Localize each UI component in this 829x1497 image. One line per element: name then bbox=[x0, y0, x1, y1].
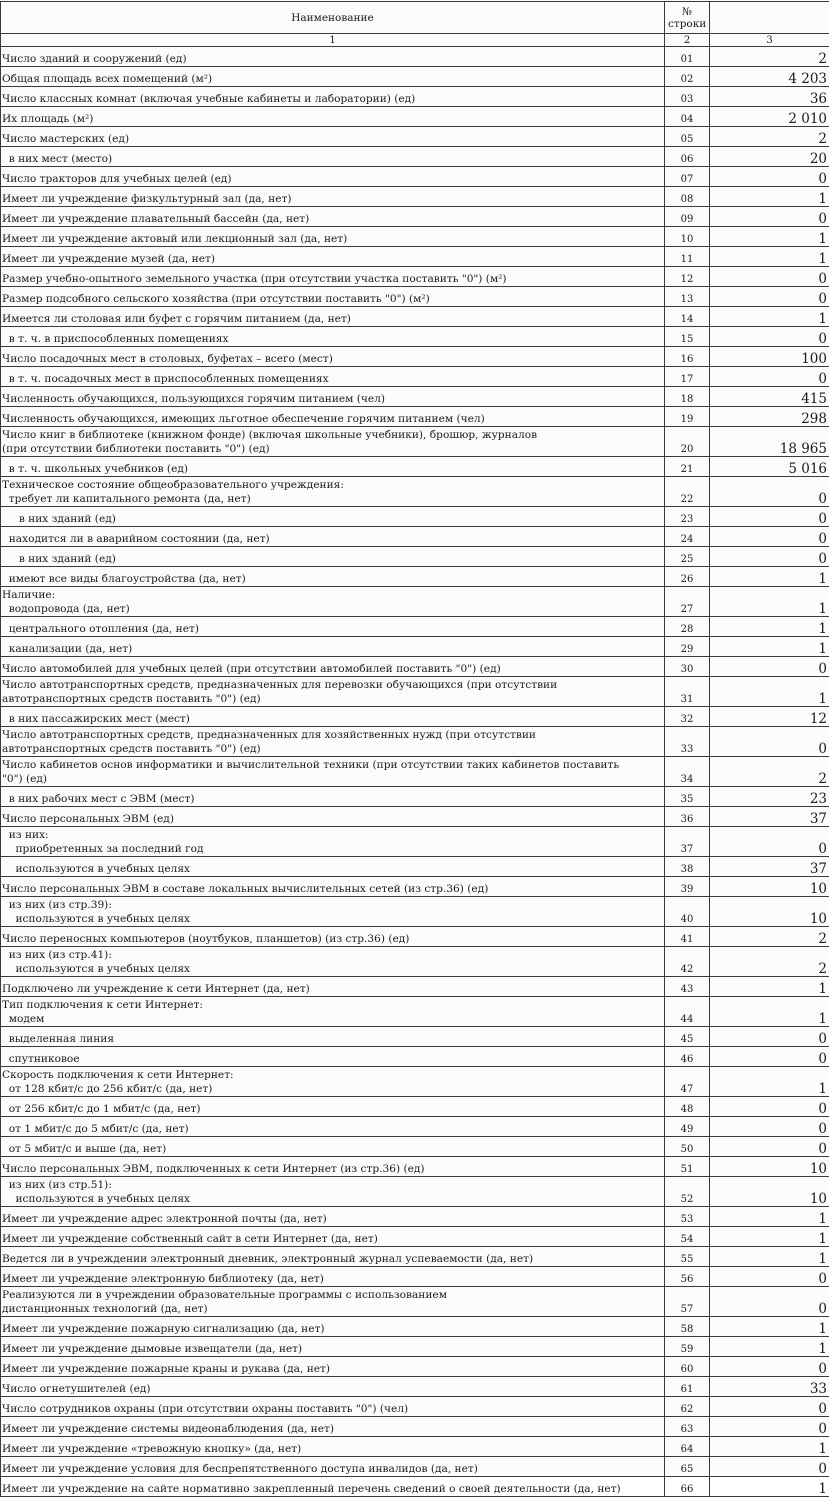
table-row bbox=[1, 857, 829, 877]
table-row bbox=[1, 457, 829, 477]
row-number: 30 bbox=[665, 657, 710, 677]
table-row bbox=[1, 1117, 829, 1137]
row-number: 22 bbox=[665, 477, 710, 507]
table-row bbox=[1, 807, 829, 827]
row-value: 0 bbox=[710, 547, 829, 567]
row-name: Число автотранспортных средств, предназначенных для перевозки обучающихся (при отсутствии автотранспортных средств поставить "0") (ед) bbox=[1, 677, 665, 707]
table-row bbox=[1, 67, 829, 87]
row-value: 10 bbox=[710, 897, 829, 927]
row-name: Общая площадь всех помещений (м²) bbox=[1, 67, 665, 87]
table-row bbox=[1, 387, 829, 407]
table-row bbox=[1, 1247, 829, 1267]
row-number: 25 bbox=[665, 547, 710, 567]
row-number: 54 bbox=[665, 1227, 710, 1247]
row-number: 47 bbox=[665, 1067, 710, 1097]
row-number: 05 bbox=[665, 127, 710, 147]
row-number: 12 bbox=[665, 267, 710, 287]
row-value: 20 bbox=[710, 147, 829, 167]
row-name: Имеет ли учреждение физкультурный зал (да, нет) bbox=[1, 187, 665, 207]
row-value: 36 bbox=[710, 87, 829, 107]
row-value: 0 bbox=[710, 827, 829, 857]
row-value: 0 bbox=[710, 1137, 829, 1157]
row-name: от 5 мбит/с и выше (да, нет) bbox=[1, 1137, 665, 1157]
table-row bbox=[1, 707, 829, 727]
table-row bbox=[1, 1437, 829, 1457]
row-number: 26 bbox=[665, 567, 710, 587]
row-value: 1 bbox=[710, 1227, 829, 1247]
row-value: 2 010 bbox=[710, 107, 829, 127]
row-value: 0 bbox=[710, 727, 829, 757]
row-name: Имеет ли учреждение музей (да, нет) bbox=[1, 247, 665, 267]
table-row bbox=[1, 1157, 829, 1177]
row-number: 59 bbox=[665, 1337, 710, 1357]
row-number: 52 bbox=[665, 1177, 710, 1207]
row-value: 100 bbox=[710, 347, 829, 367]
row-name: Имеет ли учреждение адрес электронной почты (да, нет) bbox=[1, 1207, 665, 1227]
row-value: 1 bbox=[710, 1437, 829, 1457]
row-value: 1 bbox=[710, 677, 829, 707]
row-number: 51 bbox=[665, 1157, 710, 1177]
row-name: Имеет ли учреждение актовый или лекционный зал (да, нет) bbox=[1, 227, 665, 247]
row-value: 0 bbox=[710, 527, 829, 547]
row-value: 415 bbox=[710, 387, 829, 407]
row-value: 1 bbox=[710, 187, 829, 207]
table-row bbox=[1, 347, 829, 367]
row-name: Скорость подключения к сети Интернет: от 128 кбит/с до 256 кбит/с (да, нет) bbox=[1, 1067, 665, 1097]
row-value: 2 bbox=[710, 947, 829, 977]
row-number: 36 bbox=[665, 807, 710, 827]
row-number: 38 bbox=[665, 857, 710, 877]
row-name: Имеет ли учреждение пожарные краны и рукава (да, нет) bbox=[1, 1357, 665, 1377]
row-number: 37 bbox=[665, 827, 710, 857]
table-row bbox=[1, 527, 829, 547]
table-row bbox=[1, 507, 829, 527]
table-row bbox=[1, 567, 829, 587]
row-number: 13 bbox=[665, 287, 710, 307]
row-number: 66 bbox=[665, 1477, 710, 1497]
row-name: Число огнетушителей (ед) bbox=[1, 1377, 665, 1397]
row-value: 10 bbox=[710, 877, 829, 897]
row-name: в них пассажирских мест (мест) bbox=[1, 707, 665, 727]
header-name: Наименование bbox=[1, 2, 665, 34]
row-value: 0 bbox=[710, 267, 829, 287]
row-number: 10 bbox=[665, 227, 710, 247]
row-number: 53 bbox=[665, 1207, 710, 1227]
row-number: 18 bbox=[665, 387, 710, 407]
table-row bbox=[1, 1477, 829, 1497]
table-row bbox=[1, 1417, 829, 1437]
row-name: Число автомобилей для учебных целей (при отсутствии автомобилей поставить "0") (ед) bbox=[1, 657, 665, 677]
row-value: 0 bbox=[710, 507, 829, 527]
row-name: выделенная линия bbox=[1, 1027, 665, 1047]
row-number: 28 bbox=[665, 617, 710, 637]
table-row bbox=[1, 1357, 829, 1377]
table-row bbox=[1, 657, 829, 677]
row-name: Ведется ли в учреждении электронный дневник, электронный журнал успеваемости (да, нет) bbox=[1, 1247, 665, 1267]
row-value: 5 016 bbox=[710, 457, 829, 477]
row-name: Имеет ли учреждение пожарную сигнализацию (да, нет) bbox=[1, 1317, 665, 1337]
table-row bbox=[1, 1377, 829, 1397]
table-row bbox=[1, 947, 829, 977]
table-row bbox=[1, 327, 829, 347]
row-value: 33 bbox=[710, 1377, 829, 1397]
table-row bbox=[1, 787, 829, 807]
row-value: 0 bbox=[710, 1357, 829, 1377]
row-number: 03 bbox=[665, 87, 710, 107]
row-number: 63 bbox=[665, 1417, 710, 1437]
row-name: Число кабинетов основ информатики и вычислительной техники (при отсутствии таких кабинетов поставить "0") (ед) bbox=[1, 757, 665, 787]
row-number: 20 bbox=[665, 427, 710, 457]
row-value: 4 203 bbox=[710, 67, 829, 87]
table-row bbox=[1, 1227, 829, 1247]
row-value: 0 bbox=[710, 1397, 829, 1417]
row-name: Число книг в библиотеке (книжном фонде) (включая школьные учебники), брошюр, журналов (при отсутствии библиотеки поставить "0") (ед) bbox=[1, 427, 665, 457]
table-row bbox=[1, 167, 829, 187]
row-value: 0 bbox=[710, 327, 829, 347]
row-number: 62 bbox=[665, 1397, 710, 1417]
table-row bbox=[1, 127, 829, 147]
table-row bbox=[1, 267, 829, 287]
row-number: 61 bbox=[665, 1377, 710, 1397]
table-row bbox=[1, 227, 829, 247]
row-value: 1 bbox=[710, 1247, 829, 1267]
table-row bbox=[1, 427, 829, 457]
table-row bbox=[1, 47, 829, 67]
row-number: 09 bbox=[665, 207, 710, 227]
row-value: 2 bbox=[710, 47, 829, 67]
row-number: 27 bbox=[665, 587, 710, 617]
row-number: 23 bbox=[665, 507, 710, 527]
row-value: 0 bbox=[710, 1117, 829, 1137]
table-row bbox=[1, 977, 829, 997]
row-number: 40 bbox=[665, 897, 710, 927]
row-name: Реализуются ли в учреждении образовательные программы с использованием дистанционных технологий (да, нет) bbox=[1, 1287, 665, 1317]
row-name: от 1 мбит/с до 5 мбит/с (да, нет) bbox=[1, 1117, 665, 1137]
row-value: 0 bbox=[710, 367, 829, 387]
table-row bbox=[1, 927, 829, 947]
row-number: 17 bbox=[665, 367, 710, 387]
row-number: 34 bbox=[665, 757, 710, 787]
row-name: Имеется ли столовая или буфет с горячим питанием (да, нет) bbox=[1, 307, 665, 327]
row-name: Имеет ли учреждение плавательный бассейн (да, нет) bbox=[1, 207, 665, 227]
row-value: 2 bbox=[710, 127, 829, 147]
table-row bbox=[1, 1287, 829, 1317]
table-row bbox=[1, 1177, 829, 1207]
row-number: 41 bbox=[665, 927, 710, 947]
row-name: Численность обучающихся, имеющих льготное обеспечение горячим питанием (чел) bbox=[1, 407, 665, 427]
row-value: 0 bbox=[710, 1457, 829, 1477]
row-value: 0 bbox=[710, 1097, 829, 1117]
row-value: 2 bbox=[710, 927, 829, 947]
row-value: 1 bbox=[710, 1067, 829, 1097]
row-name: Число персональных ЭВМ (ед) bbox=[1, 807, 665, 827]
table-row bbox=[1, 147, 829, 167]
table-row bbox=[1, 247, 829, 267]
row-name: Число автотранспортных средств, предназначенных для хозяйственных нужд (при отсутствии автотранспортных средств поставить "0") (ед) bbox=[1, 727, 665, 757]
row-number: 43 bbox=[665, 977, 710, 997]
row-value: 1 bbox=[710, 587, 829, 617]
row-number: 14 bbox=[665, 307, 710, 327]
row-number: 01 bbox=[665, 47, 710, 67]
table-row bbox=[1, 107, 829, 127]
row-name: имеют все виды благоустройства (да, нет) bbox=[1, 567, 665, 587]
table-row bbox=[1, 587, 829, 617]
row-value: 12 bbox=[710, 707, 829, 727]
row-value: 0 bbox=[710, 207, 829, 227]
table-row bbox=[1, 1067, 829, 1097]
row-value: 1 bbox=[710, 307, 829, 327]
row-name: Имеет ли учреждение «тревожную кнопку» (да, нет) bbox=[1, 1437, 665, 1457]
row-number: 56 bbox=[665, 1267, 710, 1287]
row-number: 44 bbox=[665, 997, 710, 1027]
row-value: 1 bbox=[710, 977, 829, 997]
column-index-1: 1 bbox=[1, 34, 665, 47]
row-name: Численность обучающихся, пользующихся горячим питанием (чел) bbox=[1, 387, 665, 407]
column-index-row bbox=[1, 34, 829, 47]
row-name: Подключено ли учреждение к сети Интернет (да, нет) bbox=[1, 977, 665, 997]
row-name: Размер подсобного сельского хозяйства (при отсутствии поставить "0") (м²) bbox=[1, 287, 665, 307]
row-name: в т. ч. посадочных мест в приспособленных помещениях bbox=[1, 367, 665, 387]
row-value: 37 bbox=[710, 807, 829, 827]
row-name: Имеет ли учреждение условия для беспрепятственного доступа инвалидов (да, нет) bbox=[1, 1457, 665, 1477]
row-name: Число сотрудников охраны (при отсутствии охраны поставить "0") (чел) bbox=[1, 1397, 665, 1417]
row-value: 0 bbox=[710, 1267, 829, 1287]
table-row bbox=[1, 87, 829, 107]
row-number: 58 bbox=[665, 1317, 710, 1337]
row-number: 45 bbox=[665, 1027, 710, 1047]
row-name: в т. ч. школьных учебников (ед) bbox=[1, 457, 665, 477]
table-row bbox=[1, 637, 829, 657]
row-number: 07 bbox=[665, 167, 710, 187]
row-name: Техническое состояние общеобразовательного учреждения: требует ли капитального ремонта (да, нет) bbox=[1, 477, 665, 507]
row-number: 64 bbox=[665, 1437, 710, 1457]
row-number: 55 bbox=[665, 1247, 710, 1267]
row-value: 0 bbox=[710, 287, 829, 307]
row-number: 39 bbox=[665, 877, 710, 897]
table-row bbox=[1, 407, 829, 427]
row-number: 21 bbox=[665, 457, 710, 477]
row-value: 1 bbox=[710, 1337, 829, 1357]
row-value: 1 bbox=[710, 1317, 829, 1337]
table-body bbox=[1, 47, 829, 1497]
row-number: 33 bbox=[665, 727, 710, 757]
row-value: 0 bbox=[710, 1417, 829, 1437]
row-value: 298 bbox=[710, 407, 829, 427]
table-row bbox=[1, 1097, 829, 1117]
row-name: из них (из стр.51): используются в учебных целях bbox=[1, 1177, 665, 1207]
row-name: Число тракторов для учебных целей (ед) bbox=[1, 167, 665, 187]
table-row bbox=[1, 727, 829, 757]
row-value: 1 bbox=[710, 1207, 829, 1227]
row-name: Наличие: водопровода (да, нет) bbox=[1, 587, 665, 617]
row-number: 42 bbox=[665, 947, 710, 977]
row-name: в них зданий (ед) bbox=[1, 547, 665, 567]
row-value: 1 bbox=[710, 997, 829, 1027]
row-number: 46 bbox=[665, 1047, 710, 1067]
table-row bbox=[1, 1337, 829, 1357]
table-row bbox=[1, 617, 829, 637]
table-row bbox=[1, 1317, 829, 1337]
row-name: канализации (да, нет) bbox=[1, 637, 665, 657]
header-value bbox=[710, 2, 829, 34]
table-row bbox=[1, 1047, 829, 1067]
row-name: из них: приобретенных за последний год bbox=[1, 827, 665, 857]
row-number: 49 bbox=[665, 1117, 710, 1137]
table-row bbox=[1, 677, 829, 707]
row-value: 37 bbox=[710, 857, 829, 877]
row-number: 60 bbox=[665, 1357, 710, 1377]
row-value: 1 bbox=[710, 247, 829, 267]
row-name: Имеет ли учреждение собственный сайт в сети Интернет (да, нет) bbox=[1, 1227, 665, 1247]
statistics-table bbox=[0, 1, 829, 1497]
row-name: Тип подключения к сети Интернет: модем bbox=[1, 997, 665, 1027]
row-value: 1 bbox=[710, 1477, 829, 1497]
row-name: в т. ч. в приспособленных помещениях bbox=[1, 327, 665, 347]
row-name: находится ли в аварийном состоянии (да, нет) bbox=[1, 527, 665, 547]
row-value: 1 bbox=[710, 637, 829, 657]
table-row bbox=[1, 367, 829, 387]
table-row bbox=[1, 897, 829, 927]
row-value: 0 bbox=[710, 1027, 829, 1047]
row-number: 24 bbox=[665, 527, 710, 547]
row-number: 04 bbox=[665, 107, 710, 127]
table-row bbox=[1, 877, 829, 897]
row-name: Имеет ли учреждение на сайте нормативно закрепленный перечень сведений о своей деятельности (да, нет) bbox=[1, 1477, 665, 1497]
row-value: 1 bbox=[710, 617, 829, 637]
table-row bbox=[1, 1137, 829, 1157]
row-number: 11 bbox=[665, 247, 710, 267]
row-value: 0 bbox=[710, 477, 829, 507]
row-name: Число персональных ЭВМ, подключенных к сети Интернет (из стр.36) (ед) bbox=[1, 1157, 665, 1177]
row-name: Число классных комнат (включая учебные кабинеты и лаборатории) (ед) bbox=[1, 87, 665, 107]
table-row bbox=[1, 1267, 829, 1287]
row-name: в них зданий (ед) bbox=[1, 507, 665, 527]
row-value: 1 bbox=[710, 227, 829, 247]
row-name: Имеет ли учреждение электронную библиотеку (да, нет) bbox=[1, 1267, 665, 1287]
table-row bbox=[1, 1027, 829, 1047]
row-value: 0 bbox=[710, 1047, 829, 1067]
row-name: Имеет ли учреждение дымовые извещатели (да, нет) bbox=[1, 1337, 665, 1357]
row-value: 2 bbox=[710, 757, 829, 787]
row-value: 18 965 bbox=[710, 427, 829, 457]
row-name: из них (из стр.41): используются в учебных целях bbox=[1, 947, 665, 977]
row-value: 0 bbox=[710, 167, 829, 187]
row-name: используются в учебных целях bbox=[1, 857, 665, 877]
table-row bbox=[1, 187, 829, 207]
row-name: Число персональных ЭВМ в составе локальных вычислительных сетей (из стр.36) (ед) bbox=[1, 877, 665, 897]
row-name: Их площадь (м²) bbox=[1, 107, 665, 127]
table-row bbox=[1, 757, 829, 787]
row-number: 57 bbox=[665, 1287, 710, 1317]
row-number: 50 bbox=[665, 1137, 710, 1157]
row-value: 23 bbox=[710, 787, 829, 807]
row-number: 35 bbox=[665, 787, 710, 807]
row-value: 1 bbox=[710, 567, 829, 587]
row-value: 10 bbox=[710, 1157, 829, 1177]
row-number: 08 bbox=[665, 187, 710, 207]
row-value: 0 bbox=[710, 657, 829, 677]
row-name: Число посадочных мест в столовых, буфетах – всего (мест) bbox=[1, 347, 665, 367]
row-number: 65 bbox=[665, 1457, 710, 1477]
row-number: 32 bbox=[665, 707, 710, 727]
row-number: 31 bbox=[665, 677, 710, 707]
row-name: в них мест (место) bbox=[1, 147, 665, 167]
table-row bbox=[1, 307, 829, 327]
row-name: в них рабочих мест с ЭВМ (мест) bbox=[1, 787, 665, 807]
table-row bbox=[1, 1397, 829, 1417]
row-name: из них (из стр.39): используются в учебных целях bbox=[1, 897, 665, 927]
table-row bbox=[1, 1207, 829, 1227]
row-number: 29 bbox=[665, 637, 710, 657]
table-row bbox=[1, 207, 829, 227]
row-name: Число мастерских (ед) bbox=[1, 127, 665, 147]
table-row bbox=[1, 997, 829, 1027]
row-number: 48 bbox=[665, 1097, 710, 1117]
row-name: спутниковое bbox=[1, 1047, 665, 1067]
table-row bbox=[1, 287, 829, 307]
table-row bbox=[1, 1457, 829, 1477]
row-name: Имеет ли учреждение системы видеонаблюдения (да, нет) bbox=[1, 1417, 665, 1437]
row-name: от 256 кбит/с до 1 мбит/с (да, нет) bbox=[1, 1097, 665, 1117]
column-index-2: 2 bbox=[665, 34, 710, 47]
row-number: 19 bbox=[665, 407, 710, 427]
header-line-number: № строки bbox=[665, 2, 710, 34]
column-index-3: 3 bbox=[710, 34, 829, 47]
table-header-row bbox=[1, 2, 829, 34]
row-value: 10 bbox=[710, 1177, 829, 1207]
row-number: 15 bbox=[665, 327, 710, 347]
row-number: 02 bbox=[665, 67, 710, 87]
row-number: 06 bbox=[665, 147, 710, 167]
row-number: 16 bbox=[665, 347, 710, 367]
row-name: Число переносных компьютеров (ноутбуков, планшетов) (из стр.36) (ед) bbox=[1, 927, 665, 947]
row-name: Размер учебно-опытного земельного участка (при отсутствии участка поставить "0") (м²) bbox=[1, 267, 665, 287]
table-row bbox=[1, 827, 829, 857]
row-value: 0 bbox=[710, 1287, 829, 1317]
table-row bbox=[1, 477, 829, 507]
table-row bbox=[1, 547, 829, 567]
row-name: центрального отопления (да, нет) bbox=[1, 617, 665, 637]
row-name: Число зданий и сооружений (ед) bbox=[1, 47, 665, 67]
